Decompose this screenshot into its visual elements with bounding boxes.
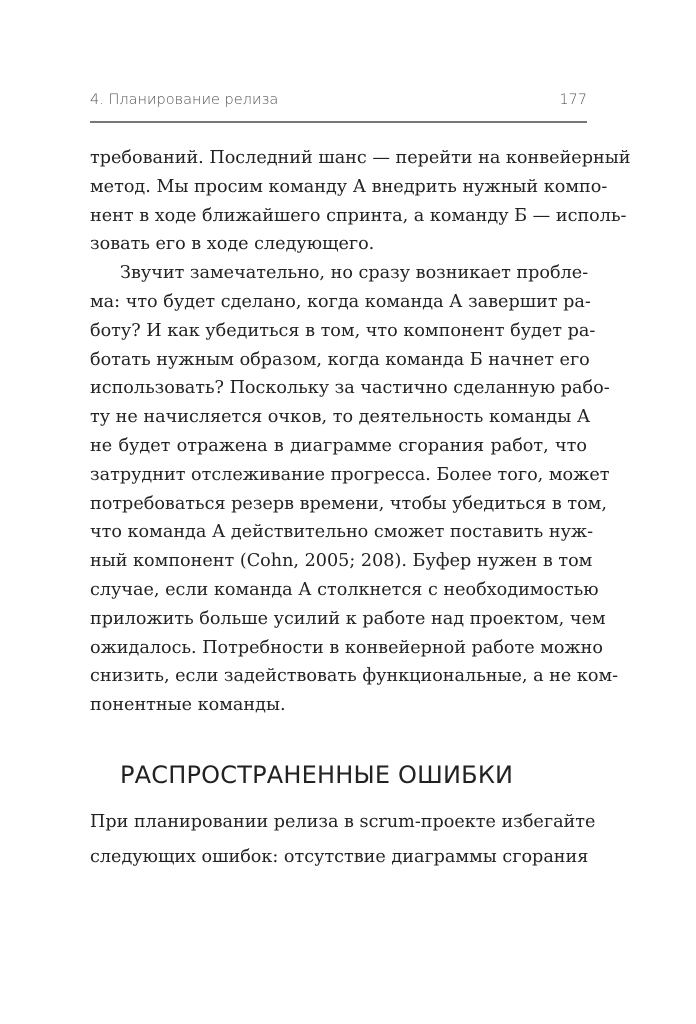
text-line: ожидалось. Потребности в конвейерной работе можно [90, 637, 603, 658]
text-line: ма: что будет сделано, когда команда А завершит ра- [90, 292, 591, 312]
page-number: 177 [559, 92, 587, 108]
text-line: снизить, если задействовать функциональные, а не ком- [90, 666, 619, 687]
text-line: При планировании релиза в scrum-проекте избегайте [90, 812, 596, 832]
text-line: метод. Мы просим команду А внедрить нужный компо- [90, 176, 608, 197]
text-line: боту? И как убедиться в том, что компонент будет ра- [90, 320, 596, 341]
text-line: случае, если команда А столкнется с необходимостью [90, 580, 599, 600]
text-line: понентные команды. [90, 695, 286, 716]
text-line: использовать? Поскольку за частично сделанную рабо- [90, 378, 610, 399]
running-header-chapter: 4. Планирование релиза [90, 92, 279, 108]
text-line: Звучит замечательно, но сразу возникает пробле- [120, 263, 589, 284]
text-line: что команда А действительно сможет поставить нуж- [90, 522, 594, 543]
text-line: следующих ошибок: отсутствие диаграммы сгорания [90, 847, 589, 867]
text-line: ный компонент (Cohn, 2005; 208). Буфер нужен в том [90, 551, 593, 572]
text-line: ту не начисляется очков, то деятельность команды А [90, 407, 591, 428]
text-line: приложить больше усилий к работе над проектом, чем [90, 608, 606, 629]
section-heading: РАСПРОСТРАНЕННЫЕ ОШИБКИ [120, 761, 514, 789]
text-line: требований. Последний шанс — перейти на конвейерный [90, 148, 631, 168]
header-divider [90, 121, 587, 123]
text-line: потребоваться резерв времени, чтобы убедиться в том, [90, 493, 607, 514]
text-line: ботать нужным образом, когда команда Б начнет его [90, 349, 590, 370]
text-line: не будет отражена в диаграмме сгорания работ, что [90, 436, 587, 456]
text-line: затруднит отслеживание прогресса. Более того, может [90, 464, 610, 485]
text-line: нент в ходе ближайшего спринта, а команду Б — исполь- [90, 205, 627, 226]
text-line: зовать его в ходе следующего. [90, 234, 375, 255]
